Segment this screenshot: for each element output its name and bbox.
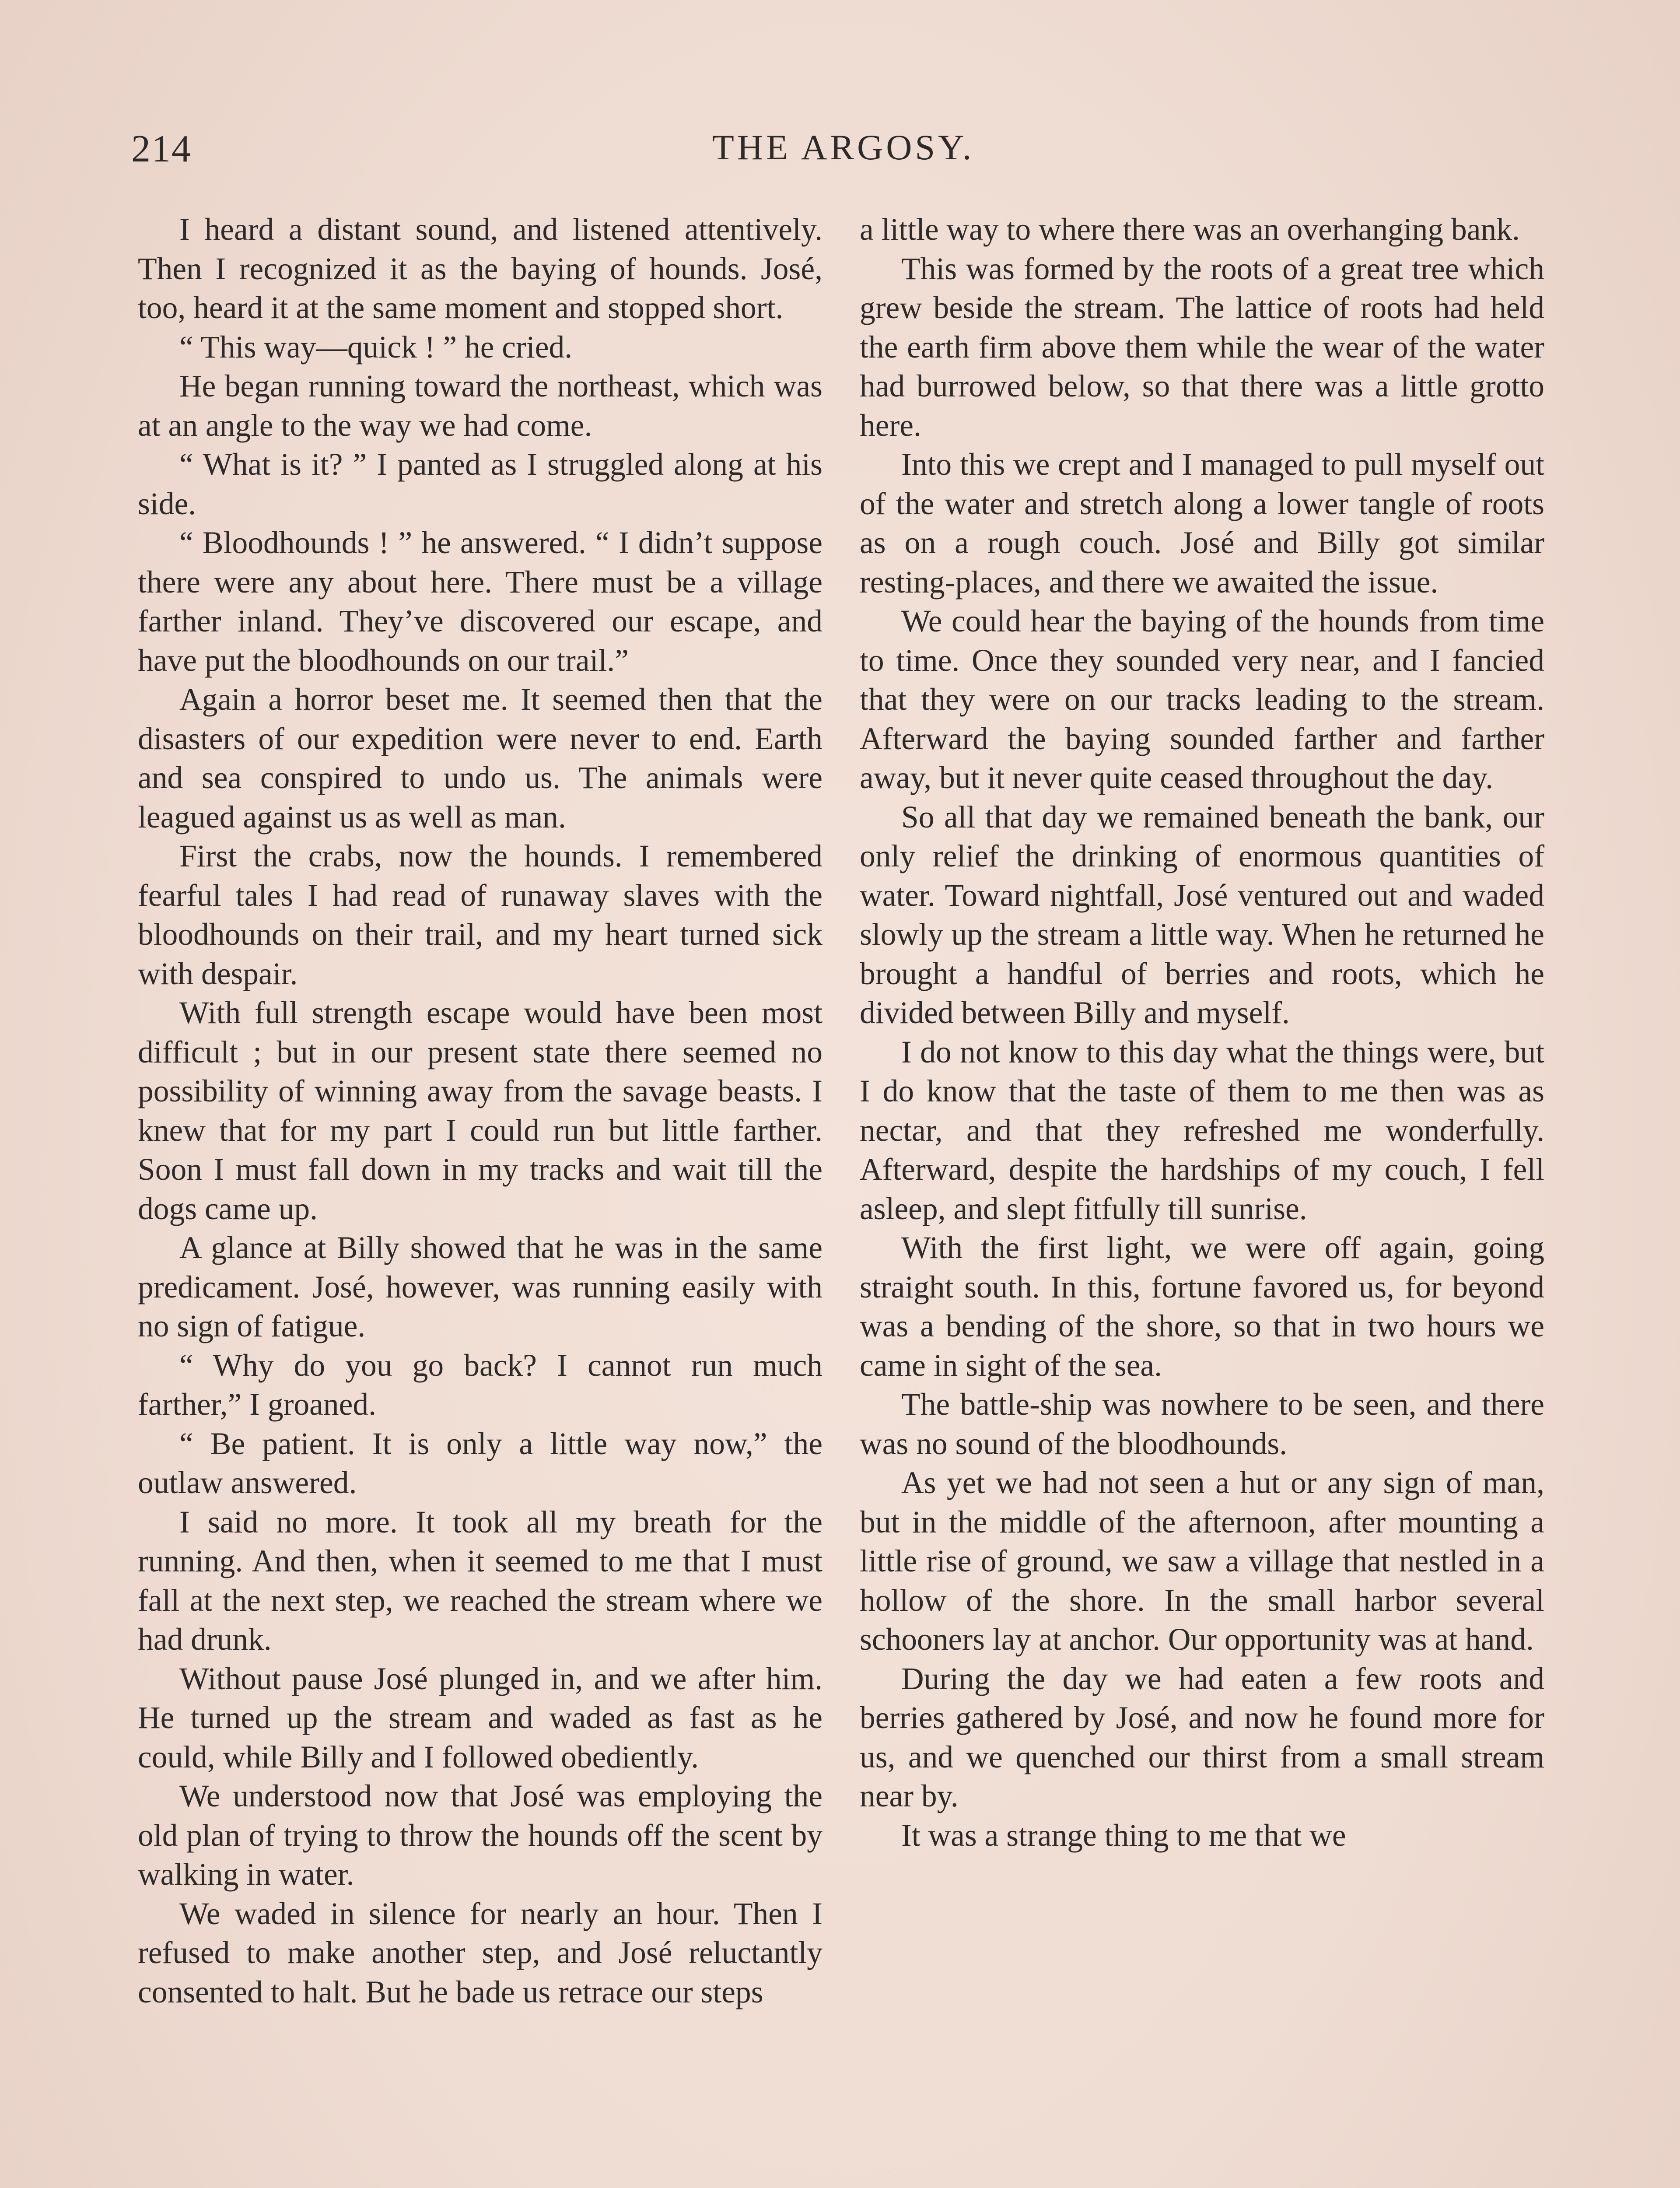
paragraph: “ Bloodhounds ! ” he answered. “ I didn’t suppose there were any about here. There must be a village farther inland. They’ve discovered our escape, and have put the bloodhounds on our trail.” [138,526,822,678]
paragraph: “ Be patient. It is only a little way now,” the outlaw answered. [138,1426,822,1500]
paragraph: We understood now that José was employing the old plan of trying to throw the hounds off the scent by walking in water. [138,1779,822,1892]
paragraph: During the day we had eaten a few roots and berries gathered by José, and now he found more for us, and we quenched our thirst from a small stream near by. [860,1661,1544,1813]
page-header [131,127,1555,179]
paragraph: With the first light, we were off again, going straight south. In this, fortune favored us, for beyond was a bending of the shore, so that in two hours we came in sight of the sea. [860,1231,1544,1383]
paragraph: The battle-ship was nowhere to be seen, and there was no sound of the bloodhounds. [860,1387,1544,1461]
paragraph: I heard a distant sound, and listened attentively. Then I recognized it as the baying of hounds. José, too, heard it at the same moment and stopped short. [138,212,822,325]
paragraph: He began running toward the northeast, which was at an angle to the way we had come. [138,369,822,443]
paragraph: It was a strange thing to me that we [901,1818,1346,1853]
paragraph: We could hear the baying of the hounds from time to time. Once they sounded very near, and I fancied that they were on our tracks leading to the stream. Afterward the baying sounded farther and farther away, but it never quite ceased throughout the day. [860,604,1544,795]
paragraph: We waded in silence for nearly an hour. Then I refused to make another step, and José reluctantly consented to halt. But he bade us retrace our steps [138,1896,822,2009]
paragraph-continuation: a little way to where there was an overhanging bank. [860,212,1520,247]
left-column [138,210,822,2012]
paragraph: I do not know to this day what the things were, but I do know that the taste of them to me then was as nectar, and that they refreshed me wonderfully. Afterward, despite the hardships of my couch, I fell asleep, and slept fitfully till sunrise. [860,1034,1544,1226]
paragraph: Without pause José plunged in, and we after him. He turned up the stream and waded as fast as he could, while Billy and I followed obediently. [138,1661,822,1774]
paragraph: “ Why do you go back? I cannot run much farther,” I groaned. [138,1348,822,1422]
page-number: 214 [131,128,192,170]
paragraph: First the crabs, now the hounds. I remembered fearful tales I had read of runaway slaves with the bloodhounds on their trail, and my heart turned sick with despair. [138,839,822,991]
paragraph: As yet we had not seen a hut or any sign of man, but in the middle of the afternoon, after mounting a little rise of ground, we saw a village that nestled in a hollow of the shore. In the small harbor several schooners lay at anchor. Our opportunity was at hand. [860,1466,1544,1657]
right-column [860,210,1544,1855]
paragraph: Again a horror beset me. It seemed then that the disasters of our expedition were never to end. Earth and sea conspired to undo us. The animals were leagued against us as well as man. [138,682,822,835]
paragraph: With full strength escape would have been most difficult ; but in our present state there seemed no possibility of winning away from the savage beasts. I knew that for my part I could run but little farther. Soon I must fall down in my tracks and wait till the dogs came up. [138,996,822,1226]
running-title: THE ARGOSY. [712,127,975,167]
paragraph: A glance at Billy showed that he was in the same predicament. José, however, was running easily with no sign of fatigue. [138,1231,822,1343]
paragraph: I said no more. It took all my breath for the running. And then, when it seemed to me that I must fall at the next step, we reached the stream where we had drunk. [138,1504,822,1657]
paragraph: Into this we crept and I managed to pull myself out of the water and stretch along a lower tangle of roots as on a rough couch. José and Billy got similar resting-places, and there we awaited the issue. [860,447,1544,600]
paragraph: This was formed by the roots of a great tree which grew beside the stream. The lattice of roots had held the earth firm above them while the wear of the water had burrowed below, so that there was a little grotto here. [860,251,1544,443]
paragraph: “ This way—quick ! ” he cried. [179,330,573,365]
paragraph: “ What is it? ” I panted as I struggled along at his side. [138,447,822,521]
paragraph: So all that day we remained beneath the bank, our only relief the drinking of enormous quantities of water. Toward nightfall, José ventured out and waded slowly up the stream a little way. When he returned he brought a handful of berries and roots, which he divided between Billy and myself. [860,799,1544,1030]
